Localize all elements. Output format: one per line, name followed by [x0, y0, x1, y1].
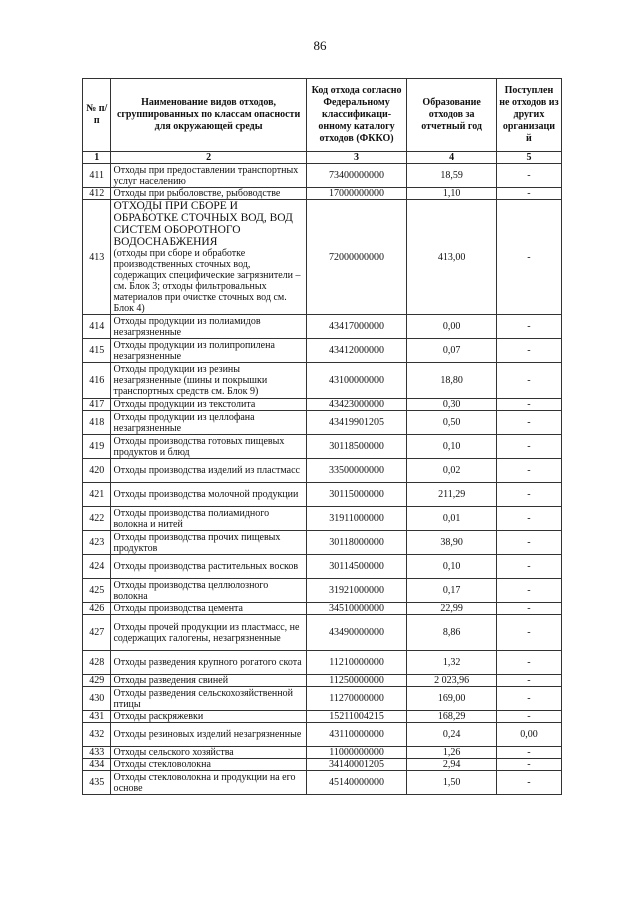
fkko-code: 11210000000	[306, 651, 407, 675]
received-amount: -	[496, 759, 561, 771]
received-amount: -	[496, 507, 561, 531]
page-number: 86	[313, 38, 327, 53]
fkko-code: 43490000000	[306, 615, 407, 651]
table-row	[83, 164, 562, 188]
waste-name-text: Отходы резиновых изделий незагрязненные	[113, 729, 302, 740]
formed-amount: 38,90	[407, 531, 496, 555]
received-amount: -	[496, 711, 561, 723]
table-row	[83, 399, 562, 411]
formed-amount: 211,29	[407, 483, 496, 507]
fkko-code: 31911000000	[306, 507, 407, 531]
received-amount: -	[496, 603, 561, 615]
received-amount: -	[496, 555, 561, 579]
table-row	[83, 531, 562, 555]
table-row	[83, 459, 562, 483]
fkko-code: 43100000000	[306, 363, 407, 399]
received-amount: -	[496, 483, 561, 507]
formed-amount: 0,00	[407, 315, 496, 339]
fkko-code: 30115000000	[306, 483, 407, 507]
fkko-code: 43419901205	[306, 411, 407, 435]
fkko-code: 34140001205	[306, 759, 407, 771]
header-name: Наименование видов отходов, сгруппированных по классам опасности для окружающей среды	[111, 79, 306, 152]
fkko-code: 31921000000	[306, 579, 407, 603]
fkko-code: 30118500000	[306, 435, 407, 459]
formed-amount: 18,59	[407, 164, 496, 188]
waste-name-text: (отходы при сборе и обработке производственных сточных вод, содержащих специфические загрязнители – см. Блок 3; отходы фильтровальных материалов при очистке сточных вод см. Блок 4)	[113, 248, 301, 314]
row-number: 415	[83, 339, 111, 363]
waste-name	[111, 188, 306, 200]
fkko-code: 17000000000	[306, 188, 407, 200]
received-amount: -	[496, 687, 561, 711]
formed-amount: 1,32	[407, 651, 496, 675]
formed-amount: 18,80	[407, 363, 496, 399]
table-row	[83, 723, 562, 747]
header-row	[83, 79, 562, 152]
table-row	[83, 483, 562, 507]
row-number: 418	[83, 411, 111, 435]
waste-name	[111, 579, 306, 603]
row-number: 425	[83, 579, 111, 603]
waste-name-text: Отходы продукции из полипропилена незагрязненные	[113, 339, 275, 362]
fkko-code: 30118000000	[306, 531, 407, 555]
waste-name-text: Отходы разведения сельскохозяйственной птицы	[113, 687, 293, 710]
column-index: 5	[496, 152, 561, 164]
waste-name-text: Отходы производства целлюлозного волокна	[113, 579, 269, 602]
waste-name	[111, 771, 306, 795]
table-row	[83, 555, 562, 579]
received-amount: -	[496, 339, 561, 363]
fkko-code: 11250000000	[306, 675, 407, 687]
row-number: 417	[83, 399, 111, 411]
row-number: 430	[83, 687, 111, 711]
formed-amount: 0,10	[407, 435, 496, 459]
header-num: № п/п	[83, 79, 111, 152]
row-number: 428	[83, 651, 111, 675]
waste-name	[111, 411, 306, 435]
waste-name-text: Отходы при предоставлении транспортных услуг населению	[113, 164, 299, 187]
waste-name	[111, 315, 306, 339]
waste-name	[111, 164, 306, 188]
row-number: 435	[83, 771, 111, 795]
formed-amount: 1,26	[407, 747, 496, 759]
fkko-code: 43110000000	[306, 723, 407, 747]
table-row	[83, 579, 562, 603]
formed-amount: 0,30	[407, 399, 496, 411]
table-row	[83, 339, 562, 363]
waste-name-text: Отходы продукции из резины незагрязненные (шины и покрышки транспортных средств см. Блок 9)	[113, 364, 268, 397]
waste-name-text: Отходы производства готовых пищевых продуктов и блюд	[113, 435, 285, 458]
waste-name-text: Отходы продукции из целлофана незагрязненные	[113, 411, 255, 434]
formed-amount: 0,02	[407, 459, 496, 483]
waste-name	[111, 507, 306, 531]
formed-amount: 0,10	[407, 555, 496, 579]
waste-name	[111, 459, 306, 483]
row-number: 424	[83, 555, 111, 579]
fkko-code: 73400000000	[306, 164, 407, 188]
waste-name	[111, 603, 306, 615]
waste-name	[111, 363, 306, 399]
table-row	[83, 747, 562, 759]
received-amount: -	[496, 363, 561, 399]
formed-amount: 0,17	[407, 579, 496, 603]
received-amount: -	[496, 651, 561, 675]
formed-amount: 413,00	[407, 200, 496, 315]
table-row	[83, 675, 562, 687]
waste-name	[111, 759, 306, 771]
waste-name	[111, 339, 306, 363]
received-amount: -	[496, 411, 561, 435]
header-received: Поступлен не отходов из других организаци й	[496, 79, 561, 152]
row-number: 429	[83, 675, 111, 687]
fkko-code: 43417000000	[306, 315, 407, 339]
waste-name	[111, 531, 306, 555]
waste-name-text: Отходы производства прочих пищевых продуктов	[113, 531, 281, 554]
received-amount: -	[496, 531, 561, 555]
row-number: 423	[83, 531, 111, 555]
waste-name	[111, 435, 306, 459]
table-row	[83, 435, 562, 459]
fkko-code: 45140000000	[306, 771, 407, 795]
row-number: 414	[83, 315, 111, 339]
row-number: 416	[83, 363, 111, 399]
waste-name	[111, 747, 306, 759]
table-row	[83, 759, 562, 771]
waste-name-text: Отходы производства молочной продукции	[113, 489, 299, 500]
waste-name	[111, 483, 306, 507]
formed-amount: 0,07	[407, 339, 496, 363]
waste-name-text: Отходы стекловолокна и продукции на его основе	[113, 771, 296, 794]
column-index: 1	[83, 152, 111, 164]
waste-name-text: Отходы сельского хозяйства	[113, 747, 234, 758]
received-amount: -	[496, 459, 561, 483]
row-number: 413	[83, 200, 111, 315]
received-amount: -	[496, 200, 561, 315]
waste-name-text: Отходы производства цемента	[113, 603, 243, 614]
waste-name	[111, 723, 306, 747]
waste-name-text: Отходы производства изделий из пластмасс	[113, 465, 300, 476]
waste-name-text: Отходы прочей продукции из пластмасс, не содержащих галогены, незагрязненные	[113, 621, 300, 644]
table-row	[83, 507, 562, 531]
row-number: 427	[83, 615, 111, 651]
table-row	[83, 363, 562, 399]
row-number: 411	[83, 164, 111, 188]
waste-name-text: Отходы продукции из текстолита	[113, 399, 256, 410]
table-row	[83, 651, 562, 675]
fkko-code: 15211004215	[306, 711, 407, 723]
table-row	[83, 315, 562, 339]
waste-name	[111, 651, 306, 675]
fkko-code: 72000000000	[306, 200, 407, 315]
fkko-code: 43412000000	[306, 339, 407, 363]
waste-name-text: Отходы производства полиамидного волокна и нитей	[113, 507, 270, 530]
row-number: 421	[83, 483, 111, 507]
formed-amount: 169,00	[407, 687, 496, 711]
fkko-code: 34510000000	[306, 603, 407, 615]
column-index-row	[83, 152, 562, 164]
received-amount: -	[496, 188, 561, 200]
received-amount: -	[496, 771, 561, 795]
formed-amount: 168,29	[407, 711, 496, 723]
column-index: 2	[111, 152, 306, 164]
table-row	[83, 603, 562, 615]
row-number: 432	[83, 723, 111, 747]
waste-table	[82, 78, 562, 795]
table-row	[83, 771, 562, 795]
row-number: 420	[83, 459, 111, 483]
table-row	[83, 188, 562, 200]
waste-name	[111, 675, 306, 687]
row-number: 433	[83, 747, 111, 759]
waste-name-text: Отходы разведения крупного рогатого скота	[113, 657, 302, 668]
waste-name-text: Отходы стекловолокна	[113, 759, 211, 770]
table-row	[83, 711, 562, 723]
header-code: Код отхода согласно Федеральному классификаци-онному каталогу отходов (ФККО)	[306, 79, 407, 152]
waste-name	[111, 399, 306, 411]
waste-name-text: Отходы при рыболовстве, рыбоводстве	[113, 188, 281, 199]
formed-amount: 2,94	[407, 759, 496, 771]
formed-amount: 1,50	[407, 771, 496, 795]
received-amount: -	[496, 435, 561, 459]
formed-amount: 8,86	[407, 615, 496, 651]
table-row	[83, 687, 562, 711]
received-amount: -	[496, 747, 561, 759]
fkko-code: 30114500000	[306, 555, 407, 579]
formed-amount: 22,99	[407, 603, 496, 615]
fkko-code: 43423000000	[306, 399, 407, 411]
waste-name	[111, 555, 306, 579]
waste-name	[111, 711, 306, 723]
waste-name	[111, 200, 306, 315]
waste-name	[111, 615, 306, 651]
formed-amount: 0,01	[407, 507, 496, 531]
table-row	[83, 615, 562, 651]
fkko-code: 11270000000	[306, 687, 407, 711]
table-row	[83, 411, 562, 435]
header-formed: Образование отходов за отчетный год	[407, 79, 496, 152]
formed-amount: 0,50	[407, 411, 496, 435]
received-amount: -	[496, 675, 561, 687]
formed-amount: 0,24	[407, 723, 496, 747]
received-amount: -	[496, 315, 561, 339]
row-number: 426	[83, 603, 111, 615]
formed-amount: 2 023,96	[407, 675, 496, 687]
waste-name-text: Отходы разведения свиней	[113, 675, 229, 686]
row-number: 431	[83, 711, 111, 723]
row-number: 419	[83, 435, 111, 459]
formed-amount: 1,10	[407, 188, 496, 200]
received-amount: -	[496, 399, 561, 411]
table-row	[83, 200, 562, 315]
waste-name-text: Отходы продукции из полиамидов незагрязненные	[113, 315, 261, 338]
fkko-code: 11000000000	[306, 747, 407, 759]
received-amount: -	[496, 615, 561, 651]
row-number: 412	[83, 188, 111, 200]
column-index: 4	[407, 152, 496, 164]
fkko-code: 33500000000	[306, 459, 407, 483]
waste-group-title: ОТХОДЫ ПРИ СБОРЕ И ОБРАБОТКЕ СТОЧНЫХ ВОД, ВОД СИСТЕМ ОБОРОТНОГО ВОДОСНАБЖЕНИЯ	[113, 200, 293, 248]
waste-name-text: Отходы раскряжевки	[113, 711, 204, 722]
waste-name	[111, 687, 306, 711]
received-amount: 0,00	[496, 723, 561, 747]
waste-name-text: Отходы производства растительных восков	[113, 561, 299, 572]
row-number: 422	[83, 507, 111, 531]
received-amount: -	[496, 164, 561, 188]
column-index: 3	[306, 152, 407, 164]
row-number: 434	[83, 759, 111, 771]
received-amount: -	[496, 579, 561, 603]
